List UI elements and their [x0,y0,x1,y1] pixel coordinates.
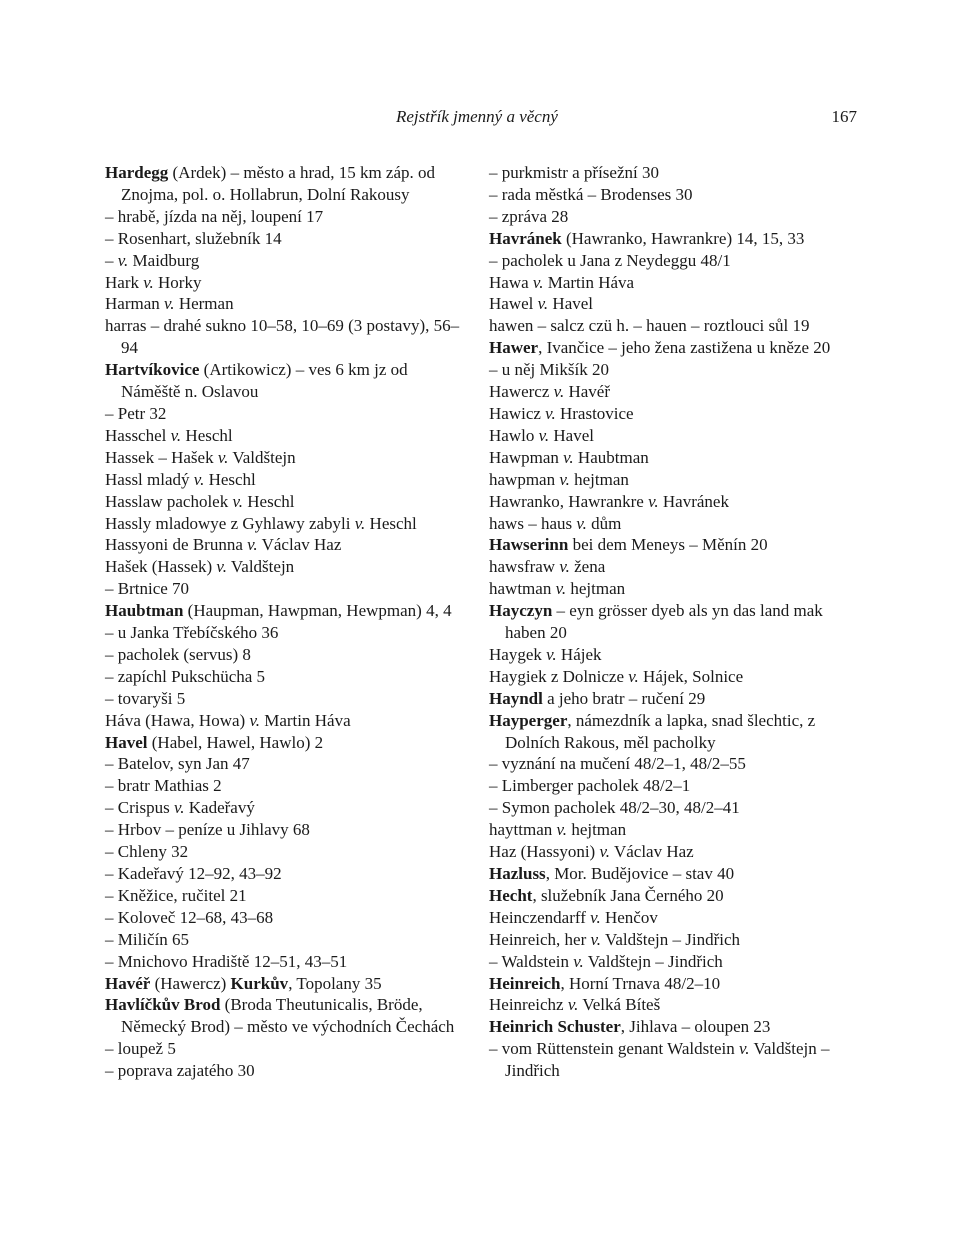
entry-text: – Mnichovo Hradiště 12–51, 43–51 [105,951,348,971]
entry-text: Hawpman [489,447,564,467]
entry-text: Hassek – Hašek [105,447,218,467]
entry-headword: Hayczyn [489,601,553,621]
index-entry [105,863,465,885]
index-entry [489,206,849,228]
entry-text: hejtman [569,469,629,489]
entry-text: Haygek [489,644,547,664]
entry-text: Havránek [658,491,729,511]
entry-text: Hasschel [105,425,171,445]
index-entry [489,315,849,337]
entry-text: Václav Haz [257,535,342,555]
entry-text: Havéř [564,382,610,402]
entry-text: – Miličín 65 [105,929,190,949]
entry-text: Harman [105,294,165,314]
entry-text: – pacholek u Jana z Neydeggu 48/1 [489,250,731,270]
running-title: Rejstřík jmenný a věcný [396,107,558,126]
entry-text: Heinreich, her [489,929,591,949]
index-entry [489,228,849,250]
entry-text: , Horní Trnava 48/2–10 [560,973,721,993]
entry-text: – Limberger pacholek 48/2–1 [489,776,691,796]
index-entry [105,797,465,819]
entry-crossref-marker: v. [576,513,587,533]
index-entry [105,1060,465,1082]
entry-text: Velká Bíteš [578,995,661,1015]
entry-crossref-marker: v. [354,513,366,533]
entry-text: – Kněžice, ručitel 21 [105,885,247,905]
entry-text: Hassl mladý [105,469,194,489]
entry-text: Václav Haz [610,842,694,862]
entry-text: Havel [548,294,594,314]
entry-crossref-marker: v. [599,842,611,862]
entry-text: Hawel [489,294,538,314]
entry-text: – Waldstein [489,951,574,971]
entry-headword: Hecht [489,885,533,905]
entry-text: a jeho bratr – ručení 29 [542,688,706,708]
entry-text: Hawercz [489,382,554,402]
index-entry [489,885,849,907]
index-entry [105,885,465,907]
entry-text: hawsfraw [489,557,560,577]
entry-text: hawtman [489,579,556,599]
entry-text: – tovaryši 5 [105,688,186,708]
entry-text: Valdštejn [228,447,296,467]
entry-crossref-marker: v. [555,579,567,599]
index-entry [105,819,465,841]
entry-text: – Hrbov – peníze u Jihlavy 68 [105,820,310,840]
index-entry [105,228,465,250]
entry-text: – Chleny 32 [105,842,189,862]
entry-text: – vom Rüttenstein genant Waldstein [489,1039,739,1059]
entry-text: – Brtnice 70 [105,579,190,599]
entry-headword: Kurkův [230,973,289,993]
entry-text: , Jihlava – oloupen 23 [620,1017,771,1037]
entry-text: Haubtman [573,447,649,467]
entry-text: Hassyoni de Brunna [105,535,248,555]
entry-text: – Rosenhart, služebník 14 [105,228,282,248]
index-entry [489,666,849,688]
entry-text: Hájek [556,644,602,664]
entry-crossref-marker: v. [546,644,557,664]
index-entry [489,863,849,885]
entry-text: hejtman [567,820,627,840]
index-column-right [489,162,849,1082]
entry-text: Heinreichz [489,995,568,1015]
index-entry [105,666,465,688]
index-entry [489,425,849,447]
index-entry [489,403,849,425]
entry-headword: Hayndl [489,688,543,708]
index-entry [489,250,849,272]
index-entry [489,337,849,359]
index-entry [489,272,849,294]
index-entry [105,315,465,359]
index-entry [105,578,465,600]
entry-crossref-marker: v. [545,403,556,423]
index-entry [489,600,849,644]
index-entry [105,841,465,863]
entry-text: Valdštejn [226,557,295,577]
entry-text: – [105,250,118,270]
index-entry [489,556,849,578]
entry-text: Horky [153,272,202,292]
entry-text: (Broda Theutunicalis, Bröde, Německý Brod) – město ve východních Čechách [121,995,455,1037]
entry-text: – poprava zajatého 30 [105,1061,255,1081]
entry-text: Hark [105,272,144,292]
entry-text: Havel [549,425,594,445]
index-entry [489,710,849,754]
entry-text: – Petr 32 [105,403,167,423]
index-entry [489,644,849,666]
index-entry [105,973,465,995]
entry-crossref-marker: v. [247,535,258,555]
index-entry [489,841,849,863]
entry-crossref-marker: v. [553,382,565,402]
entry-text: – eyn grösser dyeb als yn das land mak haben 20 [505,601,823,643]
entry-text: – Koloveč 12–68, 43–68 [105,907,274,927]
entry-text: Hrastovice [555,403,634,423]
index-entry [489,819,849,841]
entry-text: Hawa [489,272,533,292]
index-entry [489,797,849,819]
entry-crossref-marker: v. [232,491,244,511]
entry-text: Henčov [600,907,658,927]
entry-headword: Hayperger [489,710,568,730]
entry-crossref-marker: v. [173,798,185,818]
entry-text: Heschl [181,425,233,445]
entry-crossref-marker: v. [559,557,570,577]
entry-text: , Topolany 35 [288,973,382,993]
index-entry [489,994,849,1016]
entry-text: Martin Háva [259,710,351,730]
entry-text: (Hawercz) [150,973,231,993]
index-entry [489,907,849,929]
entry-crossref-marker: v. [628,666,639,686]
entry-text: Heschl [243,491,295,511]
index-entry [105,644,465,666]
entry-text: dům [586,513,622,533]
running-header [0,107,960,131]
entry-text: Hawicz [489,403,546,423]
entry-crossref-marker: v. [117,250,129,270]
entry-text: Háva (Hawa, Howa) [105,710,250,730]
entry-text: – zpráva 28 [489,206,569,226]
entry-headword: Hartvíkovice [105,360,200,380]
entry-crossref-marker: v. [143,272,154,292]
entry-headword: Hardegg [105,163,169,182]
entry-text: – Batelov, syn Jan 47 [105,754,250,774]
entry-text: – purkmistr a přísežní 30 [489,163,659,182]
entry-text: Hassly mladowye z Gyhlawy zabyli [105,513,355,533]
index-entry [489,1038,849,1082]
index-entry [105,951,465,973]
entry-text: – pacholek (servus) 8 [105,644,251,664]
index-entry [105,359,465,403]
index-entry [489,513,849,535]
entry-text: Haz (Hassyoni) [489,842,600,862]
entry-crossref-marker: v. [559,469,570,489]
index-entry [105,688,465,710]
entry-crossref-marker: v. [738,1039,750,1059]
index-entry [105,206,465,228]
index-entry [105,447,465,469]
index-entry [105,293,465,315]
entry-crossref-marker: v. [193,469,205,489]
entry-text: hawpman [489,469,560,489]
index-entry [105,622,465,644]
entry-text: Martin Háva [543,272,635,292]
entry-crossref-marker: v. [648,491,659,511]
entry-text: (Haupman, Hawpman, Hewpman) 4, 4 [183,601,452,621]
index-entry [105,162,465,206]
entry-crossref-marker: v. [537,294,549,314]
index-entry [489,447,849,469]
index-entry [105,425,465,447]
index-entry [489,578,849,600]
index-entry [489,1016,849,1038]
entry-headword: Havéř [105,973,151,993]
index-entry [105,994,465,1038]
index-entry [105,250,465,272]
entry-crossref-marker: v. [567,995,579,1015]
entry-text: Heschl [204,469,256,489]
index-entry [489,184,849,206]
entry-text: , Mor. Budějovice – stav 40 [545,864,735,883]
index-entry [489,688,849,710]
entry-headword: Hazluss [489,864,546,883]
index-entry [105,753,465,775]
index-entry [489,469,849,491]
entry-text: Kadeřavý [184,798,255,818]
entry-crossref-marker: v. [164,294,175,314]
entry-text: Maidburg [128,250,200,270]
entry-text: , Ivančice – jeho žena zastižena u kněze 20 [538,338,831,358]
page-number: 167 [831,107,857,126]
index-entry [105,1038,465,1060]
entry-crossref-marker: v. [556,820,568,840]
entry-crossref-marker: v. [563,447,574,467]
entry-text: Haygiek z Dolnicze [489,666,629,686]
entry-text: Valdštejn – Jindřich [505,1039,830,1081]
entry-headword: Heinreich [489,973,561,993]
entry-crossref-marker: v. [590,929,602,949]
index-entry [489,951,849,973]
index-entry [489,162,849,184]
entry-text: Hasslaw pacholek [105,491,233,511]
entry-text: – Crispus [105,798,174,818]
entry-text: Herman [174,294,234,314]
index-entry [105,710,465,732]
index-entry [105,556,465,578]
entry-text: bei dem Meneys – Měnín 20 [568,535,768,555]
index-entry [105,732,465,754]
entry-headword: Havel [105,732,148,752]
index-entry [489,359,849,381]
entry-text: – Symon pacholek 48/2–30, 48/2–41 [489,798,740,818]
index-entry [489,293,849,315]
entry-crossref-marker: v. [573,951,584,971]
entry-headword: Hawer [489,338,539,358]
entry-text: Hájek, Solnice [638,666,744,686]
entry-text: (Hawranko, Hawrankre) 14, 15, 33 [561,228,805,248]
entry-text: Valdštejn – Jindřich [601,929,741,949]
index-entry [489,534,849,556]
entry-text: , služebník Jana Černého 20 [532,885,724,905]
entry-text: – hrabě, jízda na něj, loupení 17 [105,206,324,226]
index-entry [105,491,465,513]
index-entry [489,491,849,513]
entry-text: , námezdník a lapka, snad šlechtic, z Dolních Rakous, měl pacholky [505,710,816,752]
index-entry [105,929,465,951]
entry-text: hayttman [489,820,557,840]
index-entry [489,973,849,995]
index-entry [105,469,465,491]
entry-headword: Heinrich Schuster [489,1017,621,1037]
entry-text: hejtman [566,579,626,599]
entry-text: (Artikowicz) – ves 6 km jz od Náměště n. Oslavou [121,360,408,402]
entry-text: žena [569,557,606,577]
entry-text: (Habel, Hawel, Hawlo) 2 [147,732,324,752]
entry-crossref-marker: v. [538,425,550,445]
entry-text: – u Janka Třebíčského 36 [105,623,279,643]
entry-text: (Ardek) – město a hrad, 15 km záp. od Znojma, pol. o. Hollabrun, Dolní Rakousy [121,163,436,204]
entry-crossref-marker: v. [217,447,229,467]
entry-text: – u něj Mikšík 20 [489,360,609,380]
entry-headword: Hawserinn [489,535,569,555]
entry-crossref-marker: v. [170,425,182,445]
index-column-left [105,162,465,1082]
entry-text: hawen – salcz czü h. – hauen – roztlouci sůl 19 [489,316,810,336]
entry-headword: Haubtman [105,601,184,621]
index-entry [105,907,465,929]
entry-text: harras – drahé sukno 10–58, 10–69 (3 postavy), 56–94 [105,316,460,358]
index-entry [105,534,465,556]
index-entry [489,381,849,403]
entry-text: – loupež 5 [105,1039,176,1059]
index-entry [105,775,465,797]
index-entry [489,753,849,775]
entry-text: Heinczendarff [489,907,591,927]
entry-crossref-marker: v. [216,557,227,577]
entry-text: Heschl [365,513,417,533]
index-entry [105,600,465,622]
entry-text: – Kadeřavý 12–92, 43–92 [105,864,282,883]
index-entry [105,403,465,425]
entry-text: – bratr Mathias 2 [105,776,222,796]
entry-crossref-marker: v. [249,710,260,730]
index-entry [105,513,465,535]
entry-text: Hašek (Hassek) [105,557,217,577]
entry-headword: Havránek [489,228,562,248]
index-entry [489,775,849,797]
entry-text: – vyznání na mučení 48/2–1, 48/2–55 [489,754,746,774]
entry-crossref-marker: v. [590,907,601,927]
index-entry [105,272,465,294]
entry-headword: Havlíčkův Brod [105,995,221,1015]
entry-text: haws – haus [489,513,577,533]
index-entry [489,929,849,951]
entry-text: – rada městká – Brodenses 30 [489,184,693,204]
entry-text: Hawlo [489,425,539,445]
entry-text: – zapíchl Pukschücha 5 [105,666,266,686]
entry-text: Hawranko, Hawrankre [489,491,649,511]
entry-crossref-marker: v. [532,272,544,292]
entry-text: Valdštejn – Jindřich [583,951,723,971]
